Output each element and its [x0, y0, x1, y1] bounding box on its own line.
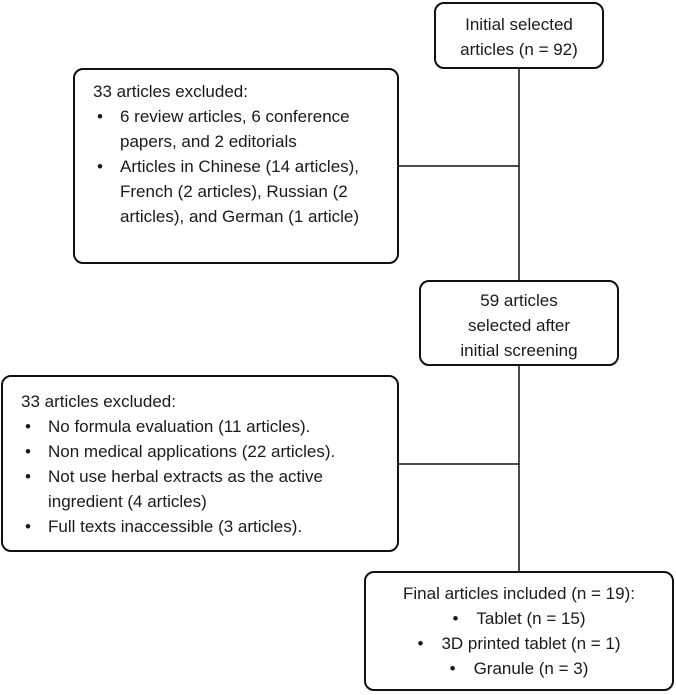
final-included-title: Final articles included (n = 19): — [403, 584, 635, 603]
final-included-item: • Granule (n = 3) — [366, 656, 672, 681]
exclusion-2-item: • Non medical applications (22 articles). — [21, 439, 387, 464]
exclusion-1-title: 33 articles excluded: — [93, 82, 248, 101]
exclusion-2-item: • No formula evaluation (11 articles). — [21, 414, 387, 439]
final-included-box — [364, 571, 674, 691]
final-included-item: • Tablet (n = 15) — [366, 606, 672, 631]
exclusion-1-list — [93, 104, 387, 229]
exclusion-1-item: • 6 review articles, 6 conference papers, and 2 editorials — [93, 104, 387, 154]
initial-selected-text: Initial selected articles (n = 92) — [460, 15, 578, 59]
exclusion-2-item: • Full texts inaccessible (3 articles). — [21, 514, 387, 539]
exclusion-2-list — [21, 414, 387, 539]
screened-articles-text: 59 articles selected after initial screening — [460, 291, 578, 360]
exclusion-2-item: • Not use herbal extracts as the active ingredient (4 articles) — [21, 464, 387, 514]
exclusion-1-item: • Articles in Chinese (14 articles), French (2 articles), Russian (2 articles), and German (1 article) — [93, 154, 387, 229]
final-included-list — [366, 606, 672, 681]
exclusion-2-title: 33 articles excluded: — [21, 392, 176, 411]
exclusion-box-1 — [73, 68, 399, 264]
initial-selected-box — [434, 2, 604, 69]
final-included-item: • 3D printed tablet (n = 1) — [366, 631, 672, 656]
screened-articles-box — [419, 280, 619, 366]
exclusion-box-2 — [1, 375, 399, 552]
